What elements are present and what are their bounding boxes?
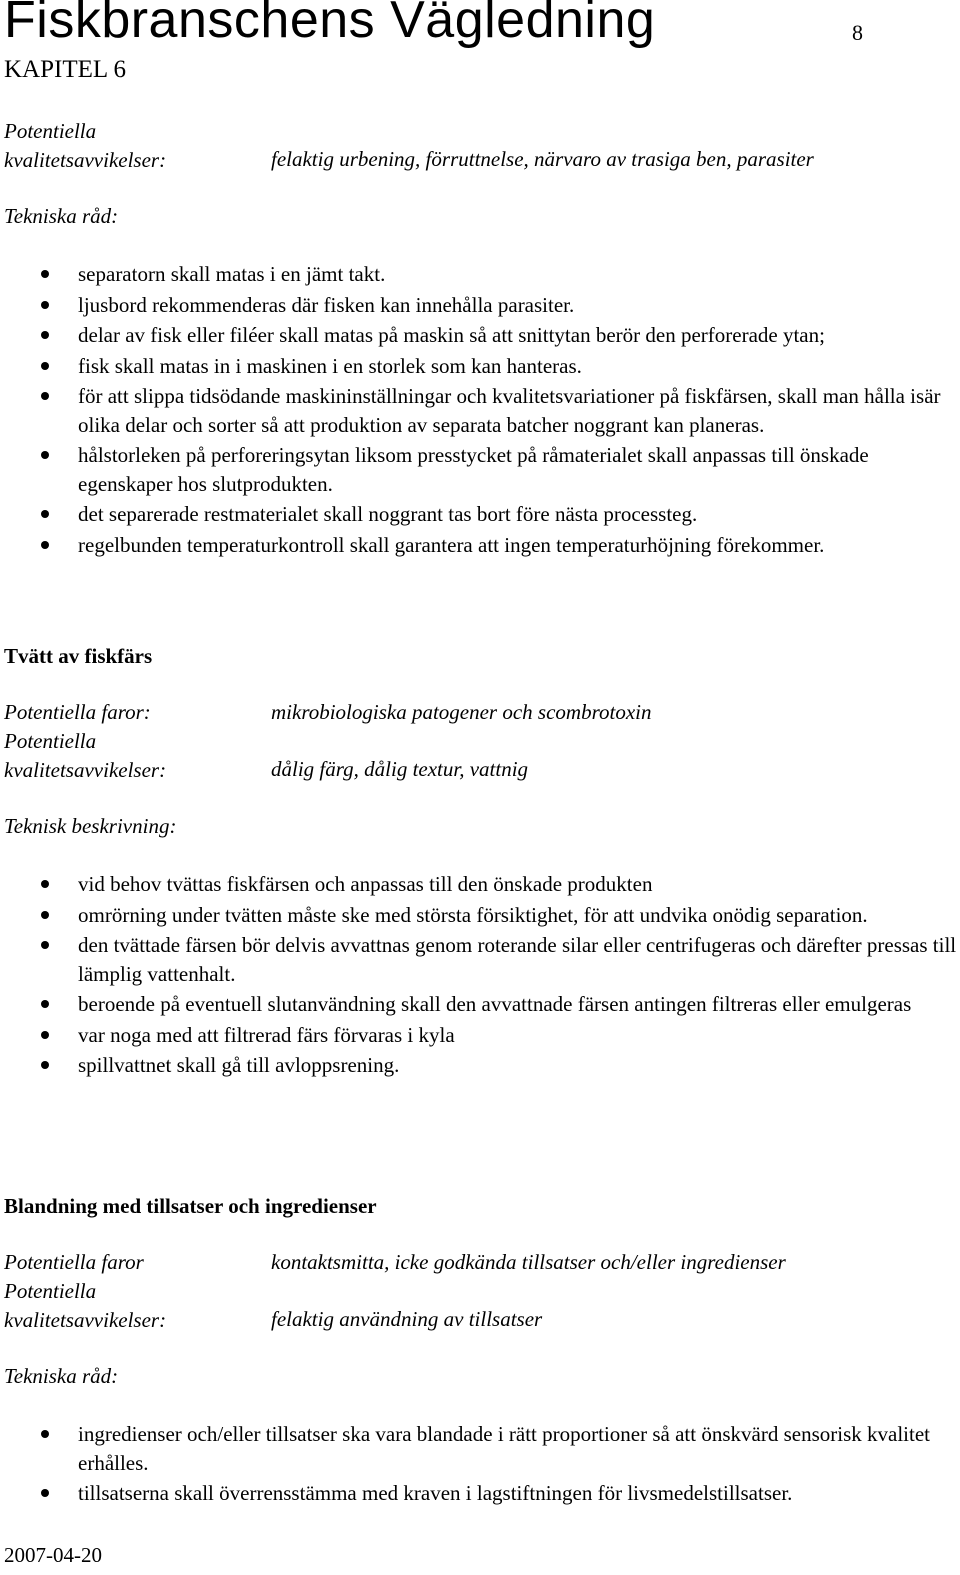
hazard-label-2: Potentiella faror:	[4, 700, 151, 724]
quality-deviation-label-3: Potentiella kvalitetsavvikelser:	[4, 1279, 167, 1332]
hazard-value-3: kontaktsmitta, icke godkända tillsatser och/eller ingredienser	[271, 1250, 786, 1274]
list-item: tillsatserna skall överrensstämma med kraven i lagstiftningen för livsmedelstillsatser.	[78, 1479, 960, 1508]
list-item: separatorn skall matas i en jämt takt.	[78, 260, 960, 289]
list-item: ingredienser och/eller tillsatser ska vara blandade i rätt proportioner så att önskvärd sensorisk kvalitet erhålles.	[78, 1420, 960, 1477]
hazard-value-2: mikrobiologiska patogener och scombrotoxin	[271, 700, 652, 724]
section-heading-washing: Tvätt av fiskfärs	[4, 644, 153, 668]
quality-deviation-label-1: Potentiella kvalitetsavvikelser:	[4, 119, 167, 172]
bullet-list-washing	[78, 870, 960, 1082]
technical-advice-label-3: Tekniska råd:	[4, 1364, 119, 1388]
hazard-label-3: Potentiella faror	[4, 1250, 144, 1274]
document-title: Fiskbranschens Vägledning	[4, 0, 656, 49]
quality-deviation-value-3: felaktig användning av tillsatser	[271, 1307, 543, 1331]
list-item: delar av fisk eller filéer skall matas på maskin så att snittytan berör den perforerade ytan;	[78, 321, 960, 350]
list-item: vid behov tvättas fiskfärsen och anpassas till den önskade produkten	[78, 870, 960, 899]
list-item: beroende på eventuell slutanvändning skall den avvattnade färsen antingen filtreras eller emulgeras	[78, 990, 960, 1019]
quality-deviation-value-1: felaktig urbening, förruttnelse, närvaro av trasiga ben, parasiter	[271, 147, 814, 171]
list-item: den tvättade färsen bör delvis avvattnas genom roterande silar eller centrifugeras och därefter pressas till lämplig vattenhalt.	[78, 931, 960, 988]
chapter-label: KAPITEL 6	[4, 56, 126, 83]
list-item: regelbunden temperaturkontroll skall garantera att ingen temperaturhöjning förekommer.	[78, 531, 960, 560]
footer-date: 2007-04-20	[4, 1543, 102, 1567]
list-item: var noga med att filtrerad färs förvaras i kyla	[78, 1021, 960, 1050]
list-item: ljusbord rekommenderas där fisken kan innehålla parasiter.	[78, 291, 960, 320]
quality-deviation-label-2: Potentiella kvalitetsavvikelser:	[4, 729, 167, 782]
list-item: hålstorleken på perforeringsytan liksom presstycket på råmaterialet skall anpassas till önskade egenskaper hos slutprodukten.	[78, 441, 960, 498]
list-item: fisk skall matas in i maskinen i en storlek som kan hanteras.	[78, 352, 960, 381]
section-heading-additives: Blandning med tillsatser och ingredienser	[4, 1194, 377, 1218]
list-item: det separerade restmaterialet skall noggrant tas bort före nästa processteg.	[78, 500, 960, 529]
technical-description-label: Teknisk beskrivning:	[4, 814, 177, 838]
list-item: spillvattnet skall gå till avloppsrening.	[78, 1051, 960, 1080]
list-item: för att slippa tidsödande maskininställningar och kvalitetsvariationer på fiskfärsen, skall man hålla isär olika delar och sorter så att produktion av separata batcher noggrant kan planeras.	[78, 382, 960, 439]
bullet-list-separation	[78, 260, 960, 561]
technical-advice-label-1: Tekniska råd:	[4, 204, 119, 228]
bullet-list-additives	[78, 1420, 960, 1510]
quality-deviation-value-2: dålig färg, dålig textur, vattnig	[271, 757, 529, 781]
list-item: omrörning under tvätten måste ske med största försiktighet, för att undvika onödig separation.	[78, 901, 960, 930]
page-number: 8	[852, 20, 863, 45]
